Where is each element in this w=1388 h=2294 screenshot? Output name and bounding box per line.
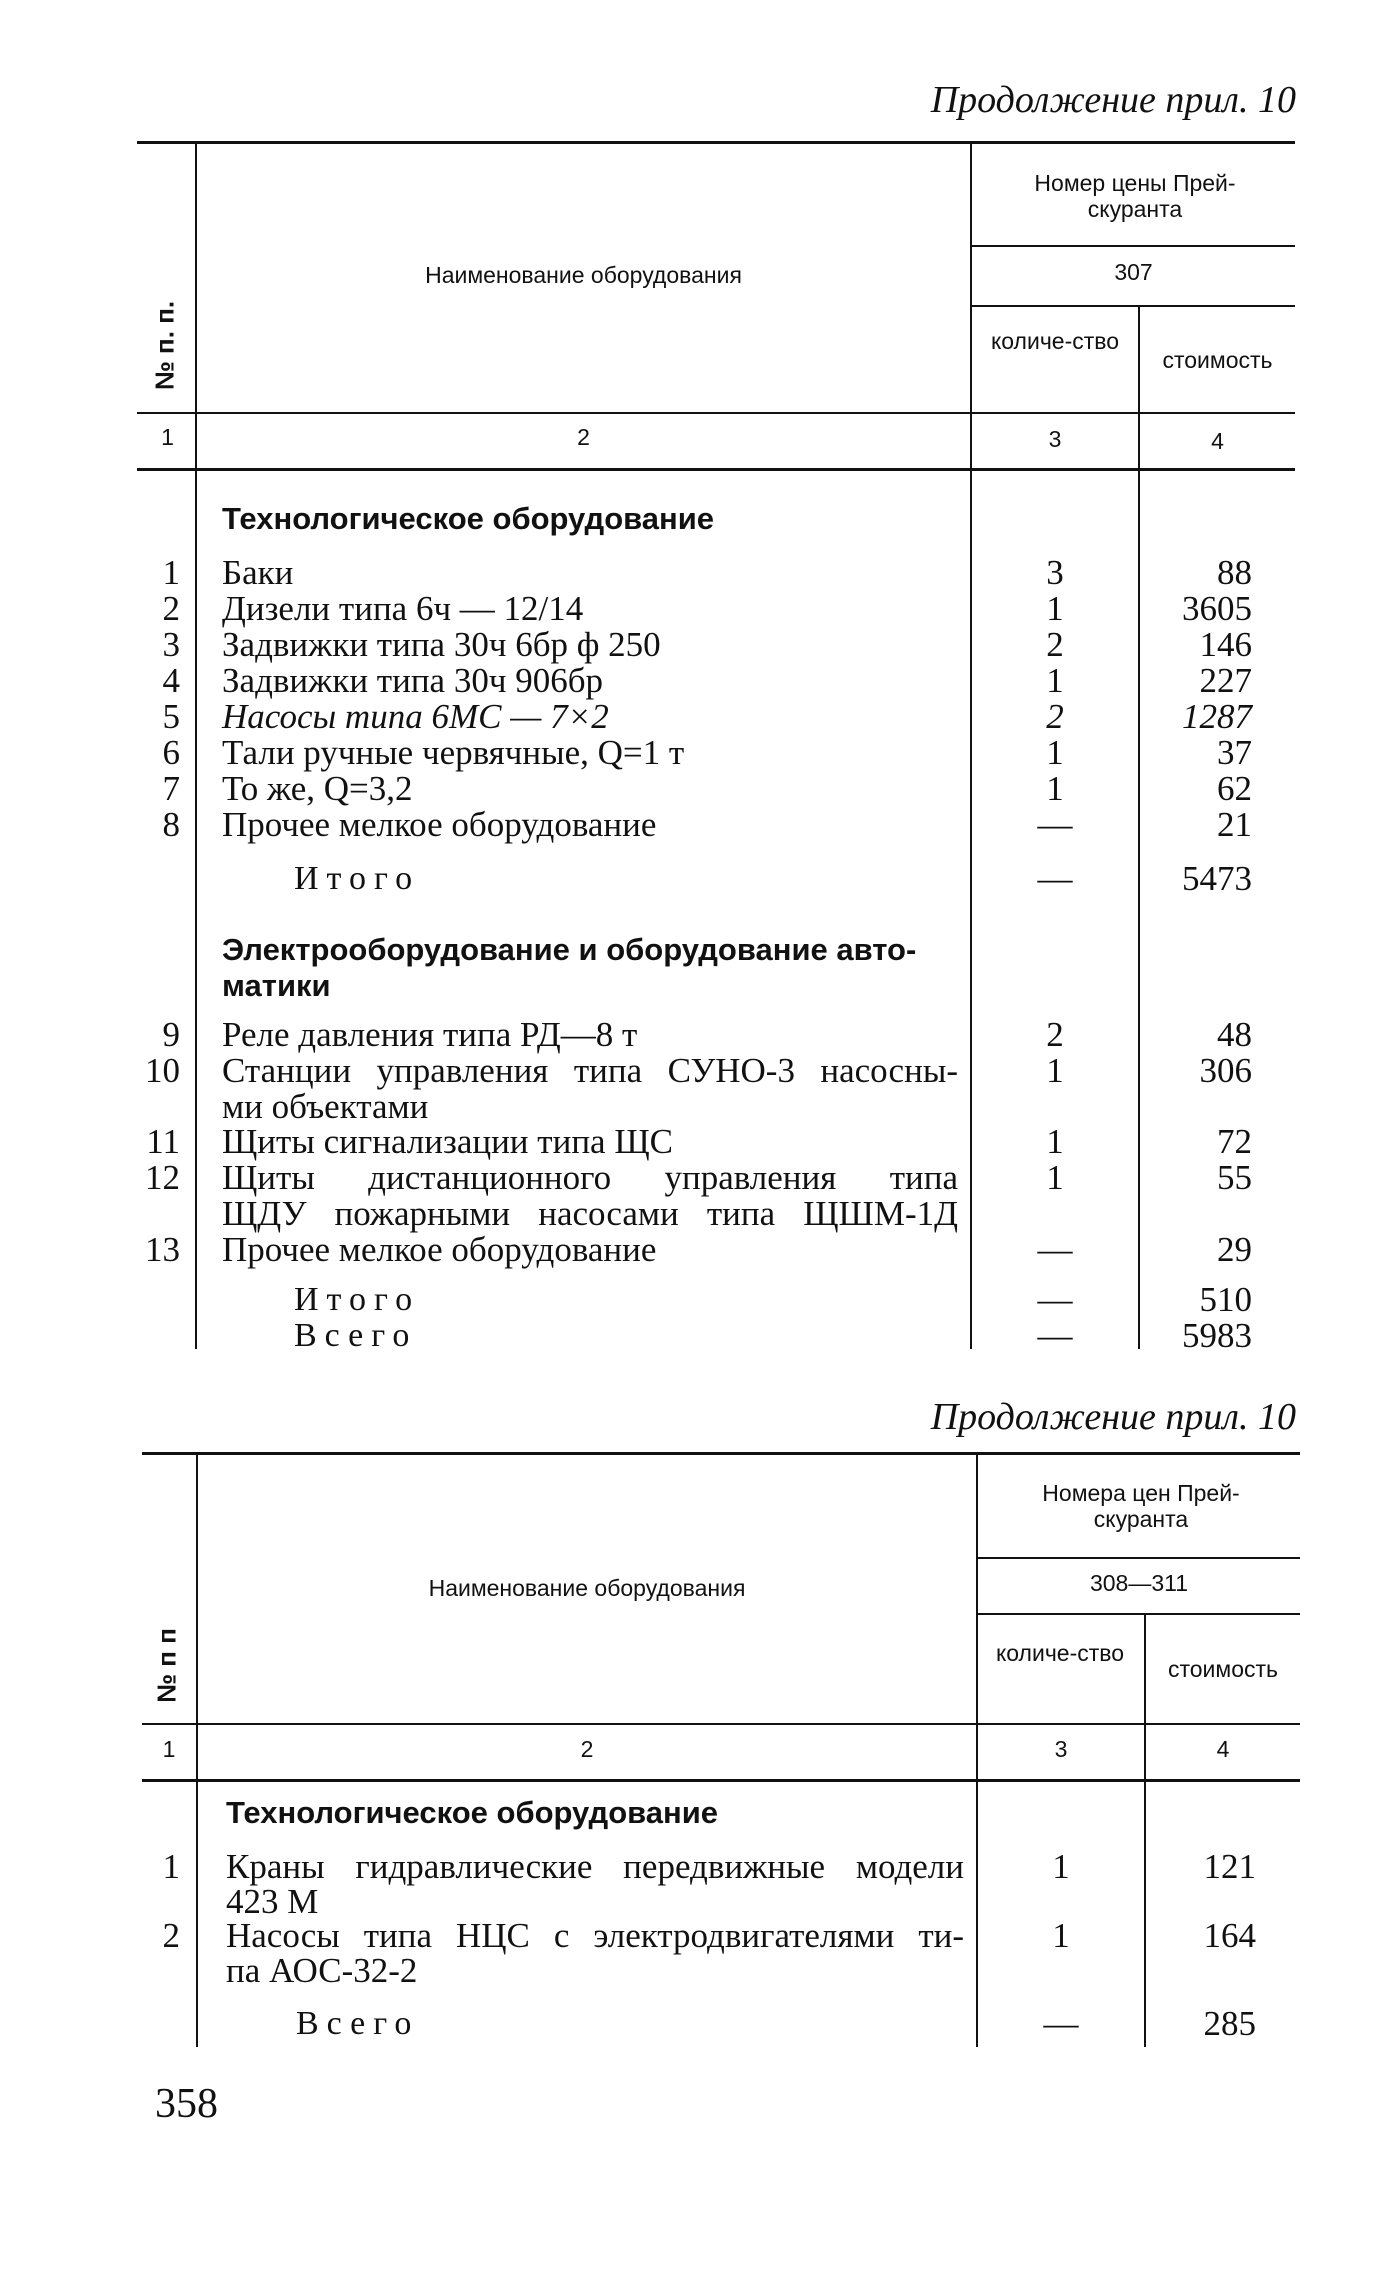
col-number: 3 (1048, 426, 1062, 452)
row-number: 1 (162, 1847, 180, 1886)
header-divider (976, 1557, 1300, 1559)
grand-total-qty: — (1043, 2004, 1079, 2043)
row-number: 7 (162, 769, 180, 808)
header-cost-col: стоимость (1162, 347, 1273, 373)
row-qty: 1 (1046, 769, 1064, 808)
row-name: Тали ручные червячные, Q=1 т (222, 733, 685, 772)
row-qty: 1 (1046, 733, 1064, 772)
row-name: Краны гидравлические передвижные модели (226, 1847, 964, 1886)
row-cost: 1287 (1182, 697, 1252, 736)
grand-total-cost: 285 (1203, 2004, 1256, 2043)
total-label: Итого (294, 1281, 421, 1318)
row-name: Насосы типа 6МС — 7×2 (222, 697, 609, 736)
row-name: Баки (222, 553, 294, 592)
header-divider (970, 305, 1295, 307)
grand-total-label: Всего (296, 2005, 420, 2042)
row-number: 9 (162, 1015, 180, 1054)
row-number: 5 (162, 697, 180, 736)
row-qty: 1 (1046, 1051, 1064, 1090)
row-qty: 1 (1046, 1122, 1064, 1161)
header-divider (976, 1613, 1300, 1615)
row-cost: 21 (1217, 805, 1252, 844)
header-divider (970, 245, 1295, 247)
row-number: 2 (162, 589, 180, 628)
row-number: 6 (162, 733, 180, 772)
header-divider (137, 412, 1295, 414)
total-cost: 510 (1199, 1280, 1252, 1319)
grand-total-qty: — (1037, 1316, 1073, 1355)
row-number: 4 (162, 661, 180, 700)
header-name-col: Наименование оборудования (428, 1575, 746, 1601)
total-qty: — (1037, 1280, 1073, 1319)
row-qty: — (1037, 805, 1073, 844)
row-name-cont: па АОС-32-2 (226, 1951, 418, 1990)
page-number: 358 (155, 2081, 218, 2127)
row-cost: 3605 (1182, 589, 1252, 628)
header-price-group: Номера цен Прей-скуранта (1042, 1480, 1240, 1532)
header-bottom-rule (142, 1779, 1300, 1782)
row-name: Дизели типа 6ч — 12/14 (222, 589, 584, 628)
row-name: Прочее мелкое оборудование (222, 805, 657, 844)
row-name: Реле давления типа РД—8 т (222, 1015, 638, 1054)
row-number: 8 (162, 805, 180, 844)
col-number: 2 (580, 1736, 594, 1762)
total-label: Итого (294, 860, 421, 897)
header-price-number: 307 (1114, 259, 1153, 285)
row-qty: 1 (1052, 1916, 1070, 1955)
row-name: Прочее мелкое оборудование (222, 1230, 657, 1269)
col-number: 1 (161, 424, 174, 450)
grand-total-label: Всего (294, 1317, 418, 1354)
grand-total-cost: 5983 (1182, 1316, 1252, 1355)
row-name: Насосы типа НЦС с электродвигателями ти- (226, 1916, 964, 1955)
row-cost: 88 (1217, 553, 1252, 592)
row-cost: 146 (1199, 625, 1252, 664)
row-cost: 306 (1199, 1051, 1252, 1090)
row-qty: 1 (1052, 1847, 1070, 1886)
row-cost: 37 (1217, 733, 1252, 772)
table-top-rule (137, 141, 1295, 144)
row-cost: 121 (1203, 1847, 1256, 1886)
row-qty: 2 (1046, 625, 1064, 664)
row-cost: 62 (1217, 769, 1252, 808)
header-cost-col: стоимость (1167, 1656, 1279, 1682)
section-title: матики (222, 968, 331, 1003)
header-divider (142, 1723, 1300, 1725)
section-title: Технологическое оборудование (222, 501, 715, 536)
col-number: 4 (1211, 428, 1224, 454)
header-num-col: № п п (151, 1628, 182, 1703)
row-cost: 29 (1217, 1230, 1252, 1269)
row-number: 1 (162, 553, 180, 592)
header-bottom-rule (137, 468, 1295, 471)
row-cost: 164 (1203, 1916, 1256, 1955)
row-name: Щиты сигнализации типа ЩС (222, 1122, 673, 1161)
row-number: 12 (145, 1158, 180, 1197)
header-qty-col: количе-ство (995, 1640, 1125, 1666)
row-name: Станции управления типа СУНО-3 насосны- (222, 1051, 958, 1090)
row-number: 10 (145, 1051, 180, 1090)
section-title: Электрооборудование и оборудование авто- (222, 932, 917, 967)
row-name: Щиты дистанционного управления типа (222, 1158, 958, 1197)
header-num-col: № п. п. (149, 300, 180, 391)
row-qty: 1 (1046, 661, 1064, 700)
row-qty: 1 (1046, 589, 1064, 628)
row-number: 2 (162, 1916, 180, 1955)
col-number: 3 (1054, 1736, 1068, 1762)
column-divider (970, 144, 972, 1349)
row-name: Задвижки типа 30ч 906бр (222, 661, 604, 700)
continuation-label: Продолжение прил. 10 (930, 1396, 1296, 1438)
section-title: Технологическое оборудование (226, 1795, 719, 1830)
row-number: 13 (145, 1230, 180, 1269)
row-qty: 2 (1046, 697, 1064, 736)
row-cost: 48 (1217, 1015, 1252, 1054)
row-qty: 1 (1046, 1158, 1064, 1197)
header-price-number: 308—311 (1089, 1570, 1189, 1596)
continuation-label: Продолжение прил. 10 (930, 79, 1296, 121)
header-price-group: Номер цены Прей-скуранта (1034, 170, 1236, 222)
row-qty: — (1037, 1230, 1073, 1269)
column-divider (195, 144, 197, 1349)
col-number: 1 (162, 1736, 176, 1762)
header-name-col: Наименование оборудования (425, 262, 742, 288)
row-qty: 3 (1046, 553, 1064, 592)
row-cost: 227 (1199, 661, 1252, 700)
total-cost: 5473 (1182, 859, 1252, 898)
row-name: То же, Q=3,2 (222, 769, 413, 808)
total-qty: — (1037, 859, 1073, 898)
row-cost: 72 (1217, 1122, 1252, 1161)
header-qty-col: количе-ство (990, 328, 1120, 354)
table-top-rule (142, 1452, 1300, 1455)
row-name-cont: ми объектами (222, 1087, 429, 1126)
row-cost: 55 (1217, 1158, 1252, 1197)
row-number: 11 (146, 1122, 180, 1161)
row-name-cont: ЩДУ пожарными насосами типа ЩШМ-1Д (222, 1194, 958, 1233)
row-name: Задвижки типа 30ч 6бр ф 250 (222, 625, 661, 664)
row-qty: 2 (1046, 1015, 1064, 1054)
row-number: 3 (162, 625, 180, 664)
col-number: 2 (577, 424, 590, 450)
row-name-cont: 423 М (226, 1882, 319, 1921)
col-number: 4 (1216, 1736, 1230, 1762)
